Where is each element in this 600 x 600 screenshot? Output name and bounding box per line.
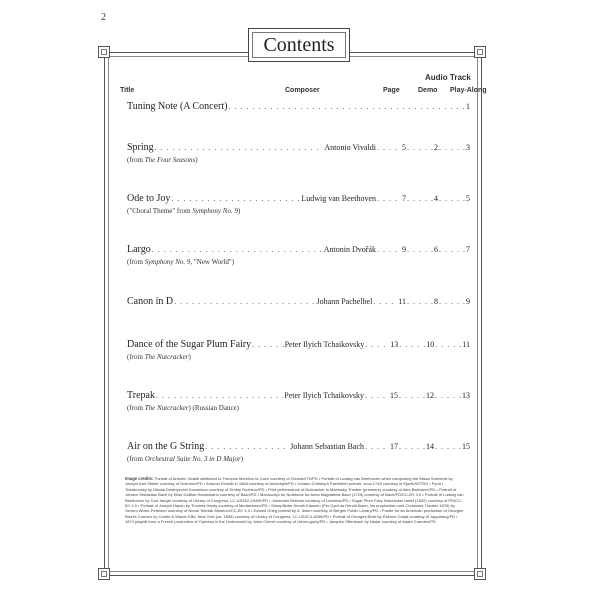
- leader-dots: [399, 442, 425, 451]
- leader-dots: [407, 297, 433, 306]
- entry-composer: Antonio Vivaldi: [324, 143, 376, 152]
- entry-page: 17: [390, 442, 398, 451]
- entry-composer: Antonin Dvořák: [323, 245, 376, 254]
- entry-title: Trepak: [127, 390, 155, 401]
- entry-demo-track: 12: [426, 391, 434, 400]
- leader-dots: [174, 297, 315, 306]
- entry-subtitle: [127, 207, 470, 215]
- entry-title: Ode to Joy: [127, 193, 171, 204]
- leader-dots: [407, 143, 433, 152]
- entry-subtitle: [127, 404, 470, 412]
- entry-subtitle: [127, 353, 470, 361]
- entry-page: 13: [390, 340, 399, 349]
- subtitle-suffix: ): [237, 207, 241, 215]
- entry-subtitle: [127, 455, 470, 463]
- entry-composer: Ludwig van Beethoven: [301, 194, 376, 203]
- subtitle-suffix: ): [188, 353, 191, 361]
- entry-line: [127, 244, 470, 255]
- leader-dots: [435, 442, 461, 451]
- entry-play-along-track: 13: [462, 391, 470, 400]
- credits-label: Image credits:: [125, 476, 154, 481]
- contents-entry: [127, 142, 470, 164]
- entry-title: Canon in D: [127, 296, 174, 307]
- leader-dots: [365, 391, 389, 400]
- contents-entry: [127, 193, 470, 215]
- leader-dots: [399, 340, 425, 349]
- header-page: Page: [383, 87, 400, 94]
- contents-entry: [127, 296, 470, 307]
- leader-dots: [171, 194, 300, 203]
- entry-play-along-track: 11: [462, 340, 470, 349]
- entry-title: Air on the G String: [127, 441, 205, 452]
- entry-demo-track: 14: [426, 442, 434, 451]
- leader-dots: [156, 391, 283, 400]
- entry-play-along-track: 1: [466, 102, 470, 111]
- subtitle-prefix: (from: [127, 156, 145, 164]
- leader-dots: [205, 442, 289, 451]
- frame-corner-ornament: [474, 568, 486, 580]
- entry-line: [127, 339, 470, 350]
- entry-play-along-track: 7: [466, 245, 470, 254]
- entry-title: Tuning Note (A Concert): [127, 101, 228, 112]
- leader-dots: [407, 194, 433, 203]
- leader-dots: [365, 340, 389, 349]
- leader-dots: [435, 340, 461, 349]
- header-title: Title: [120, 87, 135, 94]
- entry-title: Dance of the Sugar Plum Fairy: [127, 339, 252, 350]
- subtitle-prefix: (from: [127, 258, 145, 266]
- leader-dots: [365, 442, 389, 451]
- subtitle-work: The Nutcracker: [144, 353, 189, 361]
- entry-composer: Johann Pachelbel: [316, 297, 373, 306]
- entry-composer: Peter Ilyich Tchaikovsky: [284, 340, 365, 349]
- entry-play-along-track: 3: [466, 143, 470, 152]
- header-play-along: Play-Along: [450, 87, 487, 94]
- entry-page: 15: [390, 391, 398, 400]
- subtitle-work: The Four Seasons: [144, 156, 196, 164]
- entry-page: 9: [402, 245, 406, 254]
- page-title: Contents: [263, 33, 335, 56]
- leader-dots: [439, 143, 465, 152]
- subtitle-prefix: ("Choral Theme" from: [127, 207, 193, 215]
- entry-demo-track: 2: [434, 143, 438, 152]
- leader-dots: [439, 194, 465, 203]
- entry-play-along-track: 9: [466, 297, 470, 306]
- contents-entry: [127, 390, 470, 412]
- contents-entry: [127, 339, 470, 361]
- subtitle-work: The Nutcracker: [144, 404, 189, 412]
- entry-composer: Johann Sebastian Bach: [290, 442, 364, 451]
- frame-corner-ornament: [474, 46, 486, 58]
- subtitle-prefix: (from: [127, 353, 145, 361]
- subtitle-work: Orchestral Suite No. 3 in D Major: [144, 455, 241, 463]
- entry-line: [127, 441, 470, 452]
- entry-page: 7: [402, 194, 406, 203]
- image-credits: [125, 476, 465, 525]
- leader-dots: [399, 391, 425, 400]
- entry-composer: Peter Ilyich Tchaikovsky: [284, 391, 364, 400]
- contents-entry: [127, 244, 470, 266]
- contents-entry: [127, 441, 470, 463]
- entry-line: [127, 101, 470, 112]
- subtitle-suffix: "New World"): [192, 258, 235, 266]
- entry-subtitle: [127, 258, 470, 266]
- leader-dots: [377, 143, 401, 152]
- entry-demo-track: 10: [426, 340, 435, 349]
- entry-demo-track: 4: [434, 194, 438, 203]
- credits-text: Portrait of Antonio Vivaldi attributed to François Morellon la Cave courtesy of Ornatio/ITS/PD • Portrait of Ludwig van Beethoven when composing the Missa Solemnis by Joseph Karl Stieler courtesy of Dnimmic/PD • Antonín Dvořák in 1868 courtesy of Andrzejek/PD • Johann Christoph Pachelbel portrait, circa 1748 courtesy of Kjuell/ASTRO • Pyotr I. Tchaikovsky by Nikolai Dmitriyevich Kuznetsov courtesy of Dmitry Rozhkov/PD • Print performance of Nutcracker in Mariinsky Theater (premiere) courtesy of Alex Bakharev/PD • Portrait of Johann Sebastian Bach by Elias Gottlob Haussmann courtesy of Bach/PD • Manuscript for Notebook for Anna Magdalena Bach (1725) courtesy of Bach/PD/CC-BY 4.0 • Portrait of Ludwig van Beethoven by Carl Jaeger courtesy of Library of Congress, LC-USZ62-29499/PD • Johannes Brahms courtesy of Loveless/PD • Sugar Plum Fairy Nutcracker ballet (1892) courtesy of PD/CC-BY 4.0 • Portrait of Joseph Haydn by Thomas Hardy courtesy of Mediacomm/PD • Stumpflinter Henrik Klausen (Per Gynt as Henrik Ibsen, his propbethen and Christmas Theater 1876) by Severo Worm-Petersen courtesy of Norsk Teknisk Museum/CC-BY 4.0 • Edvard Grieg portrait by A. Ibsen courtesy of Bergen Public Library/PD • Poster for an American production of Georges Bizet's Carmen by Corbin & Wauer-Ellis, New York (ca. 1896) courtesy of Library of Congress, LC-USZC4-6296/PD • Portrait of Georges Bizet by Étienne Carjat courtesy of Jappalang/PD • 1874 playbill from a French production of Orpheus in the Underworld by Jules Chéret courtesy of Urban-gwey/PD • Jacques Offenbach by Nadar courtesy of Adam Cuerden/PD: [125, 476, 464, 525]
- leader-dots: [152, 245, 323, 254]
- leader-dots: [373, 297, 397, 306]
- entry-page: 5: [402, 143, 406, 152]
- entry-play-along-track: 15: [462, 442, 470, 451]
- frame-corner-ornament: [98, 46, 110, 58]
- leader-dots: [407, 245, 433, 254]
- page-number: 2: [101, 12, 106, 23]
- frame-corner-ornament: [98, 568, 110, 580]
- leader-dots: [155, 143, 324, 152]
- entry-line: [127, 296, 470, 307]
- entry-play-along-track: 5: [466, 194, 470, 203]
- header-composer: Composer: [285, 87, 320, 94]
- entry-page: 11: [398, 297, 406, 306]
- leader-dots: [377, 245, 401, 254]
- subtitle-suffix: ): [195, 156, 198, 164]
- entry-line: [127, 142, 470, 153]
- title-box: [248, 28, 350, 62]
- subtitle-suffix: ): [240, 455, 244, 463]
- leader-dots: [439, 297, 465, 306]
- subtitle-suffix: ) (Russian Dance): [188, 404, 239, 412]
- entry-subtitle: [127, 156, 470, 164]
- entry-title: Spring: [127, 142, 154, 153]
- entry-title: Largo: [127, 244, 151, 255]
- entry-demo-track: 8: [434, 297, 438, 306]
- leader-dots: [439, 245, 465, 254]
- entry-demo-track: 6: [434, 245, 438, 254]
- leader-dots: [377, 194, 401, 203]
- entry-line: [127, 193, 470, 204]
- subtitle-work: Symphony No. 9: [192, 207, 238, 215]
- subtitle-work: Symphony No. 9,: [144, 258, 193, 266]
- entry-line: [127, 390, 470, 401]
- header-audio-track: Audio Track: [425, 73, 471, 82]
- leader-dots: [435, 391, 461, 400]
- contents-entry: [127, 101, 470, 112]
- subtitle-prefix: (from: [127, 455, 145, 463]
- leader-dots: [252, 340, 283, 349]
- leader-dots: [228, 102, 465, 111]
- header-demo: Demo: [418, 87, 438, 94]
- subtitle-prefix: (from: [127, 404, 145, 412]
